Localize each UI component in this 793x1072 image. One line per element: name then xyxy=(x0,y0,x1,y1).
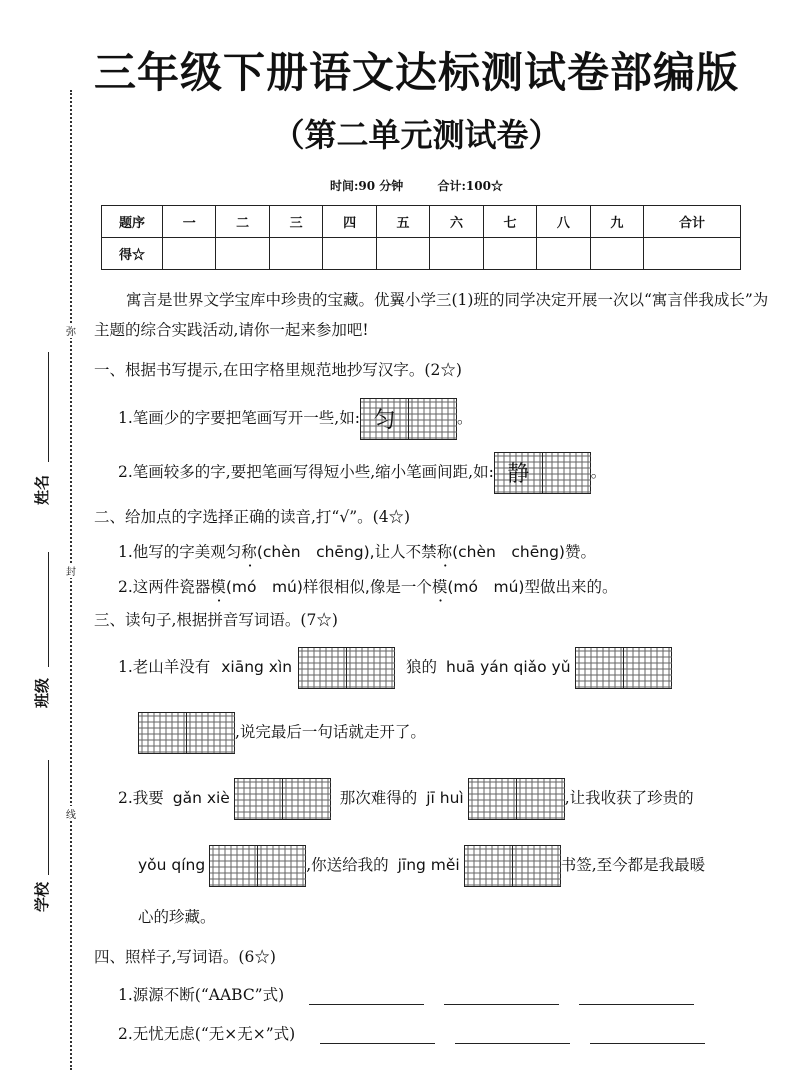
q3-item1-line1: 1.老山羊没有 xiāng xìn 狼的 huā yán qiǎo yǔ xyxy=(118,647,672,689)
answer-grid[interactable] xyxy=(298,647,395,689)
header-cell: 九 xyxy=(590,206,643,238)
q2-heading: 二、给加点的字选择正确的读音,打“√”。(4☆) xyxy=(94,508,411,526)
answer-blank[interactable] xyxy=(590,1042,705,1044)
row-label: 得☆ xyxy=(102,238,163,270)
pinyin: gǎn xiè xyxy=(172,789,230,807)
score-cell[interactable] xyxy=(430,238,483,270)
q4-heading: 四、照样子,写词语。(6☆) xyxy=(94,948,276,966)
name-blank[interactable] xyxy=(48,352,49,462)
answer-grid[interactable] xyxy=(138,712,235,754)
dotted-char: 模 xyxy=(210,578,226,596)
q4-item2: 2.无忧无虑(“无×无×”式) xyxy=(118,1022,705,1044)
score-cell[interactable] xyxy=(163,238,216,270)
q1-item1: 1.笔画少的字要把笔画写开一些,如: 匀 。 xyxy=(118,398,472,440)
pinyin: xiāng xìn xyxy=(221,658,293,676)
pinyin: jīng měi xyxy=(397,856,460,874)
score-cell[interactable] xyxy=(323,238,376,270)
score-table-row xyxy=(102,238,741,270)
pinyin: huā yán qiǎo yǔ xyxy=(446,658,571,676)
answer-grid[interactable] xyxy=(209,845,306,887)
q4-item1: 1.源源不断(“AABC”式) xyxy=(118,983,694,1005)
q2-item2: 2.这两件瓷器模(mó mú)样很相似,像是一个模(mó mú)型做出来的。 xyxy=(118,578,618,596)
answer-grid[interactable] xyxy=(468,778,565,820)
header-cell: 题序 xyxy=(102,206,163,238)
pinyin: yǒu qíng xyxy=(138,856,206,874)
q1-item2: 2.笔画较多的字,要把笔画写得短小些,缩小笔画间距,如: 静 。 xyxy=(118,452,606,494)
binding-mark-mi: 弥 xyxy=(66,323,76,338)
sample-char: 匀 xyxy=(373,408,396,433)
time-limit: 时间:90 分钟 xyxy=(330,179,404,193)
header-cell: 七 xyxy=(483,206,536,238)
q3-item2-line3: 心的珍藏。 xyxy=(138,908,216,926)
school-blank[interactable] xyxy=(48,760,49,875)
score-cell[interactable] xyxy=(483,238,536,270)
tianzige-grid[interactable] xyxy=(494,452,591,494)
total-score: 合计:100☆ xyxy=(437,179,503,193)
binding-dotted-line xyxy=(70,90,72,1070)
score-table-header xyxy=(102,206,741,238)
score-cell[interactable] xyxy=(644,238,741,270)
exam-meta xyxy=(330,177,533,194)
header-cell: 合计 xyxy=(644,206,741,238)
score-cell[interactable] xyxy=(376,238,429,270)
header-cell: 六 xyxy=(430,206,483,238)
header-cell: 五 xyxy=(376,206,429,238)
header-cell: 一 xyxy=(163,206,216,238)
answer-blank[interactable] xyxy=(444,1003,559,1005)
score-cell[interactable] xyxy=(537,238,590,270)
sample-char: 静 xyxy=(507,462,530,487)
answer-blank[interactable] xyxy=(579,1003,694,1005)
answer-grid[interactable] xyxy=(234,778,331,820)
q3-item2-line1: 2.我要 gǎn xiè 那次难得的 jī huì ,让我收获了珍贵的 xyxy=(118,778,694,820)
page-subtitle: （第二单元测试卷） xyxy=(272,116,561,154)
name-label: 姓名 xyxy=(33,474,51,505)
dotted-char: 称 xyxy=(241,543,257,561)
header-cell: 三 xyxy=(269,206,322,238)
answer-blank[interactable] xyxy=(309,1003,424,1005)
answer-blank[interactable] xyxy=(320,1042,435,1044)
class-label: 班级 xyxy=(33,677,51,708)
score-table xyxy=(101,205,741,270)
page-title: 三年级下册语文达标测试卷部编版 xyxy=(93,48,739,97)
tianzige-grid[interactable] xyxy=(360,398,457,440)
score-cell[interactable] xyxy=(269,238,322,270)
q3-heading: 三、读句子,根据拼音写词语。(7☆) xyxy=(94,611,338,629)
intro-paragraph: 寓言是世界文学宝库中珍贵的宝藏。优翼小学三(1)班的同学决定开展一次以“寓言伴我成长”为主题的综合实践活动,请你一起来参加吧! xyxy=(94,291,769,339)
answer-grid[interactable] xyxy=(575,647,672,689)
binding-mark-xian: 线 xyxy=(66,806,76,821)
header-cell: 二 xyxy=(216,206,269,238)
school-label: 学校 xyxy=(33,881,51,912)
q2-item1: 1.他写的字美观匀称(chèn chēng),让人不禁称(chèn chēng)赞。 xyxy=(118,543,596,561)
score-cell[interactable] xyxy=(216,238,269,270)
dotted-char: 模 xyxy=(431,578,448,596)
score-cell[interactable] xyxy=(590,238,643,270)
answer-blank[interactable] xyxy=(455,1042,570,1044)
q3-item1-line2: ,说完最后一句话就走开了。 xyxy=(138,712,426,754)
q1-heading: 一、根据书写提示,在田字格里规范地抄写汉字。(2☆) xyxy=(94,361,462,379)
answer-grid[interactable] xyxy=(464,845,561,887)
header-cell: 四 xyxy=(323,206,376,238)
dotted-char: 称 xyxy=(436,543,453,561)
binding-mark-feng: 封 xyxy=(66,563,76,578)
pinyin: jī huì xyxy=(426,789,464,807)
class-blank[interactable] xyxy=(48,552,49,667)
q3-item2-line2: yǒu qíng ,你送给我的 jīng měi 书签,至今都是我最暖 xyxy=(138,845,705,887)
header-cell: 八 xyxy=(537,206,590,238)
